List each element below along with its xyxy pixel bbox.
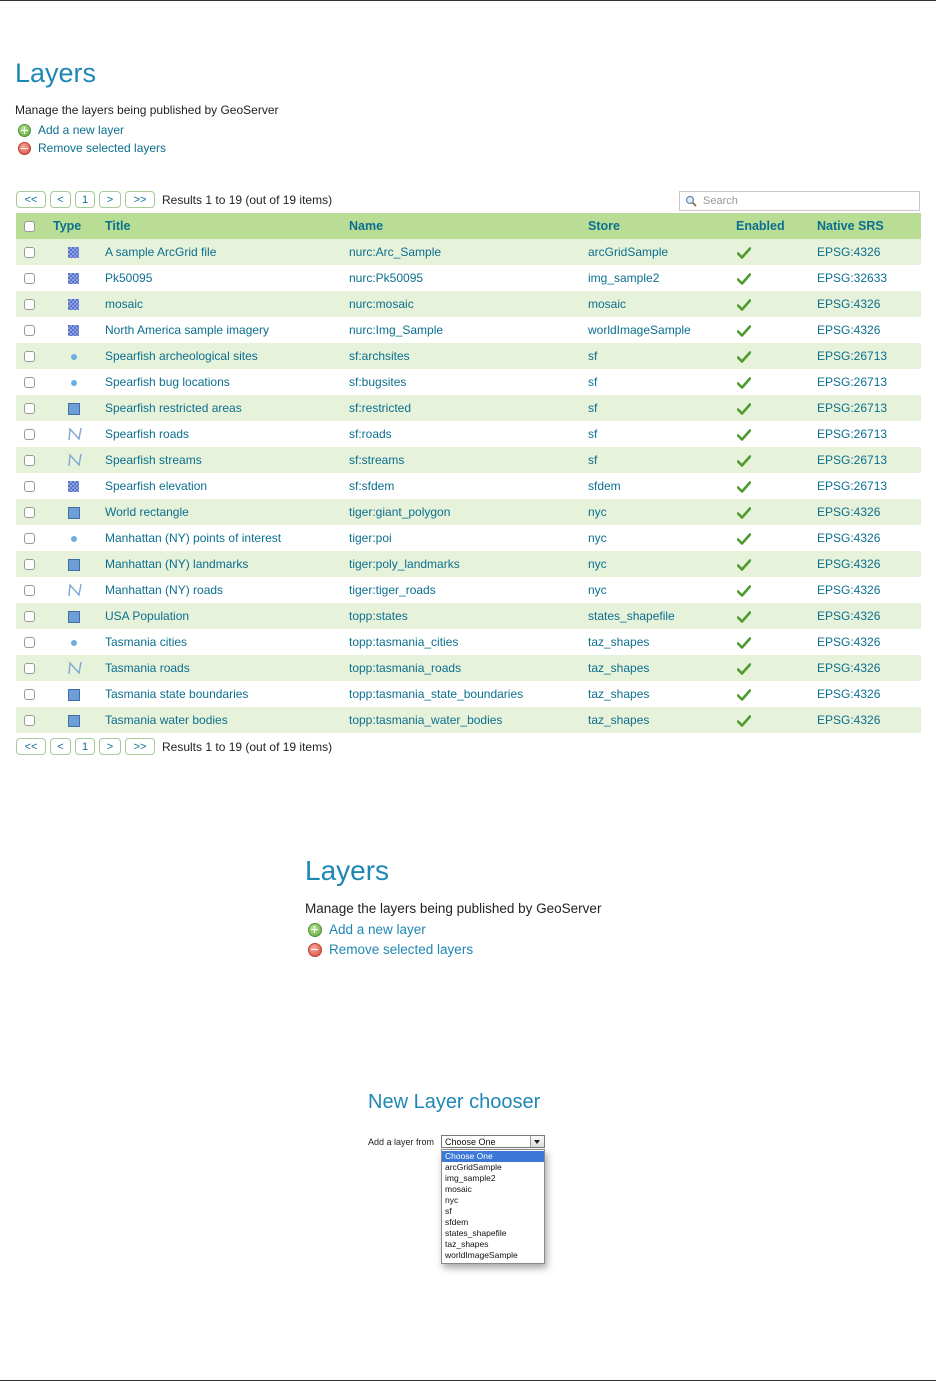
bottom-border [0, 1380, 936, 1381]
page-1-button[interactable]: 1 [75, 738, 95, 755]
row-checkbox[interactable] [24, 455, 35, 466]
raster-icon [68, 481, 79, 492]
table-row [16, 551, 921, 577]
row-checkbox[interactable] [24, 585, 35, 596]
point-icon [71, 354, 77, 360]
layer-title-link[interactable]: Spearfish archeological sites [105, 343, 349, 369]
polygon-icon [68, 715, 80, 727]
layer-store-link[interactable]: sf [588, 369, 736, 395]
raster-icon [68, 325, 79, 336]
layer-name-link[interactable]: nurc:Img_Sample [349, 317, 588, 343]
results-count: Results 1 to 19 (out of 19 items) [162, 192, 333, 207]
table-row [16, 499, 921, 525]
column-type[interactable]: Type [53, 213, 105, 239]
check-icon [737, 611, 751, 623]
layer-native-srs: EPSG:4326 [817, 525, 921, 551]
layer-native-srs: EPSG:4326 [817, 551, 921, 577]
raster-icon [68, 247, 79, 258]
layer-native-srs: EPSG:4326 [817, 629, 921, 655]
layer-native-srs: EPSG:26713 [817, 421, 921, 447]
column-store[interactable]: Store [588, 213, 736, 239]
first-page-button[interactable]: << [16, 191, 46, 208]
chevron-down-icon[interactable] [530, 1136, 544, 1147]
point-icon [71, 380, 77, 386]
row-checkbox[interactable] [24, 507, 35, 518]
row-checkbox[interactable] [24, 637, 35, 648]
layer-store-link[interactable]: states_shapefile [588, 603, 736, 629]
check-icon [737, 507, 751, 519]
layer-native-srs: EPSG:4326 [817, 707, 921, 733]
store-options-list [441, 1149, 545, 1264]
page-1-button[interactable]: 1 [75, 191, 95, 208]
layer-name-link[interactable]: sf:sfdem [349, 473, 588, 499]
check-icon [737, 351, 751, 363]
enabled-status [736, 291, 817, 317]
row-checkbox[interactable] [24, 273, 35, 284]
table-row [16, 447, 921, 473]
layer-native-srs: EPSG:4326 [817, 499, 921, 525]
row-checkbox[interactable] [24, 351, 35, 362]
layer-title-link[interactable]: Tasmania state boundaries [105, 681, 349, 707]
layers-table [16, 213, 921, 733]
table-row [16, 343, 921, 369]
store-option[interactable]: nyc [445, 1195, 459, 1205]
enabled-status [736, 317, 817, 343]
row-checkbox[interactable] [24, 247, 35, 258]
layer-title-link[interactable]: USA Population [105, 603, 349, 629]
row-checkbox[interactable] [24, 715, 35, 726]
check-icon [737, 247, 751, 259]
check-icon [737, 299, 751, 311]
enabled-status [736, 629, 817, 655]
table-row [16, 707, 921, 733]
row-checkbox[interactable] [24, 403, 35, 414]
enabled-status [736, 421, 817, 447]
layer-name-link[interactable]: nurc:mosaic [349, 291, 588, 317]
layer-title-link[interactable]: Spearfish roads [105, 421, 349, 447]
layer-name-link[interactable]: sf:bugsites [349, 369, 588, 395]
line-icon [68, 661, 82, 675]
zoom-page-description: Manage the layers being published by GeoServer [305, 901, 602, 916]
enabled-status [736, 525, 817, 551]
table-row [16, 239, 921, 265]
layer-native-srs: EPSG:26713 [817, 447, 921, 473]
point-icon [71, 640, 77, 646]
layer-store-link[interactable]: sf [588, 447, 736, 473]
layer-title-link[interactable]: North America sample imagery [105, 317, 349, 343]
enabled-status [736, 343, 817, 369]
layer-name-link[interactable]: tiger:poi [349, 525, 588, 551]
enabled-status [736, 707, 817, 733]
search-icon [685, 195, 697, 207]
layer-name-link[interactable]: tiger:poly_landmarks [349, 551, 588, 577]
enabled-status [736, 369, 817, 395]
store-option[interactable]: taz_shapes [445, 1239, 489, 1249]
layer-store-link[interactable]: sf [588, 421, 736, 447]
pager-top [16, 191, 332, 208]
layer-store-link[interactable]: sf [588, 343, 736, 369]
row-checkbox[interactable] [24, 533, 35, 544]
layer-store-link[interactable]: taz_shapes [588, 655, 736, 681]
layer-title-link[interactable]: Spearfish bug locations [105, 369, 349, 395]
polygon-icon [68, 403, 80, 415]
select-all-checkbox[interactable] [24, 221, 35, 232]
remove-icon [308, 943, 322, 957]
last-page-button[interactable]: >> [125, 738, 155, 755]
layer-store-link[interactable]: taz_shapes [588, 629, 736, 655]
check-icon [737, 429, 751, 441]
page-description: Manage the layers being published by GeoServer [15, 103, 279, 117]
layer-title-link[interactable]: Manhattan (NY) roads [105, 577, 349, 603]
layer-name-link[interactable]: topp:tasmania_water_bodies [349, 707, 588, 733]
last-page-button[interactable]: >> [125, 191, 155, 208]
check-icon [737, 325, 751, 337]
layer-store-link[interactable]: img_sample2 [588, 265, 736, 291]
layer-native-srs: EPSG:26713 [817, 343, 921, 369]
layer-title-link[interactable]: mosaic [105, 291, 349, 317]
layer-native-srs: EPSG:26713 [817, 369, 921, 395]
row-checkbox[interactable] [24, 481, 35, 492]
top-border [0, 0, 936, 1]
add-layer-label: Add a new layer [38, 123, 125, 137]
layer-store-link[interactable]: worldImageSample [588, 317, 736, 343]
layer-store-link[interactable]: arcGridSample [588, 239, 736, 265]
remove-icon [18, 142, 31, 155]
layer-name-link[interactable]: topp:tasmania_roads [349, 655, 588, 681]
layer-store-link[interactable]: taz_shapes [588, 707, 736, 733]
store-option[interactable]: states_shapefile [445, 1228, 507, 1238]
layer-title-link[interactable]: A sample ArcGrid file [105, 239, 349, 265]
zoom-remove-layers-link[interactable] [308, 942, 473, 957]
layer-name-link[interactable]: nurc:Pk50095 [349, 265, 588, 291]
table-row [16, 265, 921, 291]
table-row [16, 395, 921, 421]
table-row [16, 525, 921, 551]
check-icon [737, 663, 751, 675]
polygon-icon [68, 611, 80, 623]
table-row [16, 369, 921, 395]
add-icon [18, 124, 31, 137]
layer-store-link[interactable]: nyc [588, 525, 736, 551]
layer-store-link[interactable]: taz_shapes [588, 681, 736, 707]
row-checkbox[interactable] [24, 611, 35, 622]
layer-title-link[interactable]: Manhattan (NY) landmarks [105, 551, 349, 577]
row-checkbox[interactable] [24, 663, 35, 674]
table-row [16, 655, 921, 681]
layer-native-srs: EPSG:4326 [817, 291, 921, 317]
layer-title-link[interactable]: Manhattan (NY) points of interest [105, 525, 349, 551]
layer-native-srs: EPSG:26713 [817, 395, 921, 421]
store-option[interactable]: img_sample2 [445, 1173, 496, 1183]
zoom-add-layer-link[interactable] [308, 922, 426, 937]
enabled-status [736, 265, 817, 291]
point-icon [71, 536, 77, 542]
layer-title-link[interactable]: Spearfish elevation [105, 473, 349, 499]
line-icon [68, 427, 82, 441]
zoom-remove-layers-label: Remove selected layers [329, 942, 474, 957]
row-checkbox[interactable] [24, 559, 35, 570]
check-icon [737, 689, 751, 701]
polygon-icon [68, 507, 80, 519]
layer-name-link[interactable]: sf:restricted [349, 395, 588, 421]
layer-store-link[interactable]: nyc [588, 551, 736, 577]
table-row [16, 603, 921, 629]
table-row [16, 629, 921, 655]
layer-title-link[interactable]: Spearfish restricted areas [105, 395, 349, 421]
next-page-button[interactable]: > [99, 738, 121, 755]
row-checkbox[interactable] [24, 299, 35, 310]
row-checkbox[interactable] [24, 377, 35, 388]
table-row [16, 473, 921, 499]
column-name[interactable]: Name [349, 213, 588, 239]
remove-layers-label: Remove selected layers [38, 141, 167, 155]
check-icon [737, 455, 751, 467]
check-icon [737, 273, 751, 285]
enabled-status [736, 577, 817, 603]
search-input[interactable] [679, 191, 920, 211]
store-select-value: Choose One [445, 1136, 496, 1147]
column-enabled[interactable]: Enabled [736, 213, 817, 239]
layer-native-srs: EPSG:4326 [817, 655, 921, 681]
column-title[interactable]: Title [105, 213, 349, 239]
check-icon [737, 585, 751, 597]
table-header [16, 213, 921, 239]
layer-name-link[interactable]: nurc:Arc_Sample [349, 239, 588, 265]
store-option[interactable]: sfdem [445, 1217, 469, 1227]
enabled-status [736, 447, 817, 473]
layer-name-link[interactable]: sf:roads [349, 421, 588, 447]
layer-name-link[interactable]: tiger:giant_polygon [349, 499, 588, 525]
layer-store-link[interactable]: sfdem [588, 473, 736, 499]
store-option[interactable]: sf [445, 1206, 452, 1216]
layer-native-srs: EPSG:4326 [817, 603, 921, 629]
table-row [16, 421, 921, 447]
zoom-page-title: Layers [305, 855, 390, 886]
layer-native-srs: EPSG:4326 [817, 239, 921, 265]
table-row [16, 681, 921, 707]
check-icon [737, 637, 751, 649]
remove-layers-link[interactable] [18, 141, 166, 155]
enabled-status [736, 499, 817, 525]
layer-native-srs: EPSG:4326 [817, 317, 921, 343]
layer-name-link[interactable]: sf:streams [349, 447, 588, 473]
row-checkbox[interactable] [24, 429, 35, 440]
prev-page-button[interactable]: < [50, 191, 71, 208]
line-icon [68, 583, 82, 597]
add-layer-link[interactable] [18, 123, 124, 137]
store-option[interactable]: mosaic [445, 1184, 472, 1194]
column-native-srs[interactable]: Native SRS [817, 213, 921, 239]
store-option[interactable]: arcGridSample [445, 1162, 502, 1172]
check-icon [737, 481, 751, 493]
prev-page-button[interactable]: < [50, 738, 71, 755]
next-page-button[interactable]: > [99, 191, 121, 208]
enabled-status [736, 681, 817, 707]
results-count: Results 1 to 19 (out of 19 items) [162, 739, 333, 754]
polygon-icon [68, 689, 80, 701]
pager-bottom [16, 738, 332, 755]
layer-store-link[interactable]: nyc [588, 577, 736, 603]
raster-icon [68, 299, 79, 310]
layer-name-link[interactable]: sf:archsites [349, 343, 588, 369]
table-row [16, 317, 921, 343]
enabled-status [736, 239, 817, 265]
check-icon [737, 377, 751, 389]
layer-title-link[interactable]: Pk50095 [105, 265, 349, 291]
layer-name-link[interactable]: topp:tasmania_state_boundaries [349, 681, 588, 707]
table-row [16, 291, 921, 317]
layer-name-link[interactable]: topp:tasmania_cities [349, 629, 588, 655]
line-icon [68, 453, 82, 467]
chooser-title: New Layer chooser [368, 1091, 541, 1113]
enabled-status [736, 603, 817, 629]
check-icon [737, 403, 751, 415]
layer-title-link[interactable]: Tasmania cities [105, 629, 349, 655]
layer-store-link[interactable]: mosaic [588, 291, 736, 317]
raster-icon [68, 273, 79, 284]
row-checkbox[interactable] [24, 689, 35, 700]
layer-store-link[interactable]: sf [588, 395, 736, 421]
layer-native-srs: EPSG:32633 [817, 265, 921, 291]
store-option[interactable]: worldImageSample [445, 1250, 518, 1260]
check-icon [737, 533, 751, 545]
store-select[interactable] [441, 1135, 545, 1148]
enabled-status [736, 655, 817, 681]
layer-name-link[interactable]: topp:states [349, 603, 588, 629]
search-placeholder: Search [703, 195, 738, 207]
layer-store-link[interactable]: nyc [588, 499, 736, 525]
chooser-label: Add a layer from [368, 1137, 435, 1147]
first-page-button[interactable]: << [16, 738, 46, 755]
enabled-status [736, 473, 817, 499]
add-icon [308, 923, 322, 937]
layer-native-srs: EPSG:4326 [817, 577, 921, 603]
table-row [16, 577, 921, 603]
layer-native-srs: EPSG:4326 [817, 681, 921, 707]
enabled-status [736, 551, 817, 577]
polygon-icon [68, 559, 80, 571]
layer-title-link[interactable]: World rectangle [105, 499, 349, 525]
layer-title-link[interactable]: Tasmania water bodies [105, 707, 349, 733]
layer-title-link[interactable]: Tasmania roads [105, 655, 349, 681]
enabled-status [736, 395, 817, 421]
layer-native-srs: EPSG:26713 [817, 473, 921, 499]
store-option[interactable]: Choose One [442, 1151, 544, 1162]
check-icon [737, 559, 751, 571]
check-icon [737, 715, 751, 727]
page-title: Layers [15, 58, 97, 88]
layer-title-link[interactable]: Spearfish streams [105, 447, 349, 473]
row-checkbox[interactable] [24, 325, 35, 336]
layer-name-link[interactable]: tiger:tiger_roads [349, 577, 588, 603]
zoom-add-layer-label: Add a new layer [329, 922, 426, 937]
